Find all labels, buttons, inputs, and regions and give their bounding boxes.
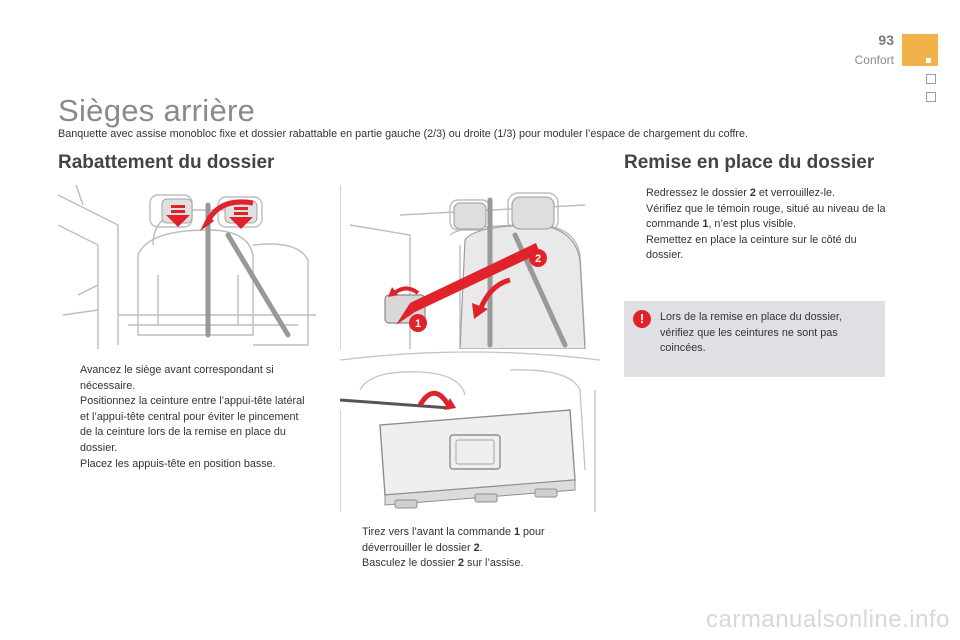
chapter-tab[interactable] <box>926 74 936 84</box>
rear-seat-illustration-release-lever <box>340 185 600 349</box>
section-title-folding: Rabattement du dossier <box>58 152 275 173</box>
list-item <box>624 202 886 233</box>
rear-seat-illustration-headrests <box>58 185 316 349</box>
step-text: Basculez le dossier <box>362 557 459 570</box>
step-ref-number: 1 <box>702 218 709 231</box>
watermark: carmanualsonline.info <box>706 606 950 633</box>
chapter-tab-active[interactable] <box>902 34 938 66</box>
step-text: Redressez le dossier <box>646 187 750 199</box>
warning-icon: ! <box>633 310 651 328</box>
step-text: Positionnez la ceinture entre l’appui-tête latéral et l’appui-tête central pour éviter le pincement de la ceinture lors de la remise en place du dossier. <box>80 395 305 454</box>
list-item <box>340 556 595 572</box>
page-number: 93 <box>878 32 894 48</box>
chapter-tab[interactable] <box>926 92 936 102</box>
seat-drawing-3 <box>340 350 600 512</box>
callout-1-label: 1 <box>414 318 422 330</box>
step-text: Placez les appuis-tête en position basse. <box>80 457 276 470</box>
seat-drawing-1 <box>58 185 316 349</box>
step-text: . <box>479 541 483 554</box>
list-item <box>58 457 313 473</box>
list-item <box>58 363 313 394</box>
section-title-restoring: Remise en place du dossier <box>624 152 875 173</box>
step-ref-number: 2 <box>473 541 480 554</box>
step-text: , n’est plus visible. <box>708 218 797 231</box>
callout-2 <box>529 249 547 267</box>
folding-steps-list <box>58 363 313 472</box>
list-item <box>624 186 886 202</box>
restore-steps-list <box>624 186 886 264</box>
page-subtitle: Banquette avec assise monobloc fixe et dossier rabattable en partie gauche (2/3) ou droite (1/3) pour moduler l’espace de chargement du coffre. <box>58 128 749 140</box>
step-ref-number: 2 <box>749 187 756 199</box>
step-ref-number: 2 <box>458 557 465 570</box>
list-item <box>340 525 595 556</box>
page-title: Sièges arrière <box>58 93 256 128</box>
list-item <box>624 233 886 264</box>
section-name: Confort <box>854 53 894 67</box>
step-text: pour déverrouiller le dossier <box>362 526 545 554</box>
unlock-steps-list <box>340 525 595 572</box>
rear-seat-illustration-folded <box>340 350 600 512</box>
step-text: Tirez vers l’avant la commande <box>362 526 515 538</box>
warning-note-text: Lors de la remise en place du dossier, vérifiez que les ceintures ne sont pas coincées. <box>660 311 842 355</box>
step-text: Avancez le siège avant correspondant si nécessaire. <box>80 364 274 392</box>
callout-2-label: 2 <box>534 253 542 265</box>
step-text: et verrouillez-le. <box>755 187 836 199</box>
warning-note <box>624 301 885 377</box>
step-text: sur l’assise. <box>464 557 524 570</box>
callout-1 <box>409 314 427 332</box>
list-item <box>58 394 313 456</box>
step-ref-number: 1 <box>514 526 521 538</box>
step-text: Vérifiez que le témoin rouge, situé au niveau de la commande <box>646 202 886 231</box>
step-text: Remettez en place la ceinture sur le côté du dossier. <box>646 233 857 262</box>
seat-drawing-2 <box>340 185 600 349</box>
